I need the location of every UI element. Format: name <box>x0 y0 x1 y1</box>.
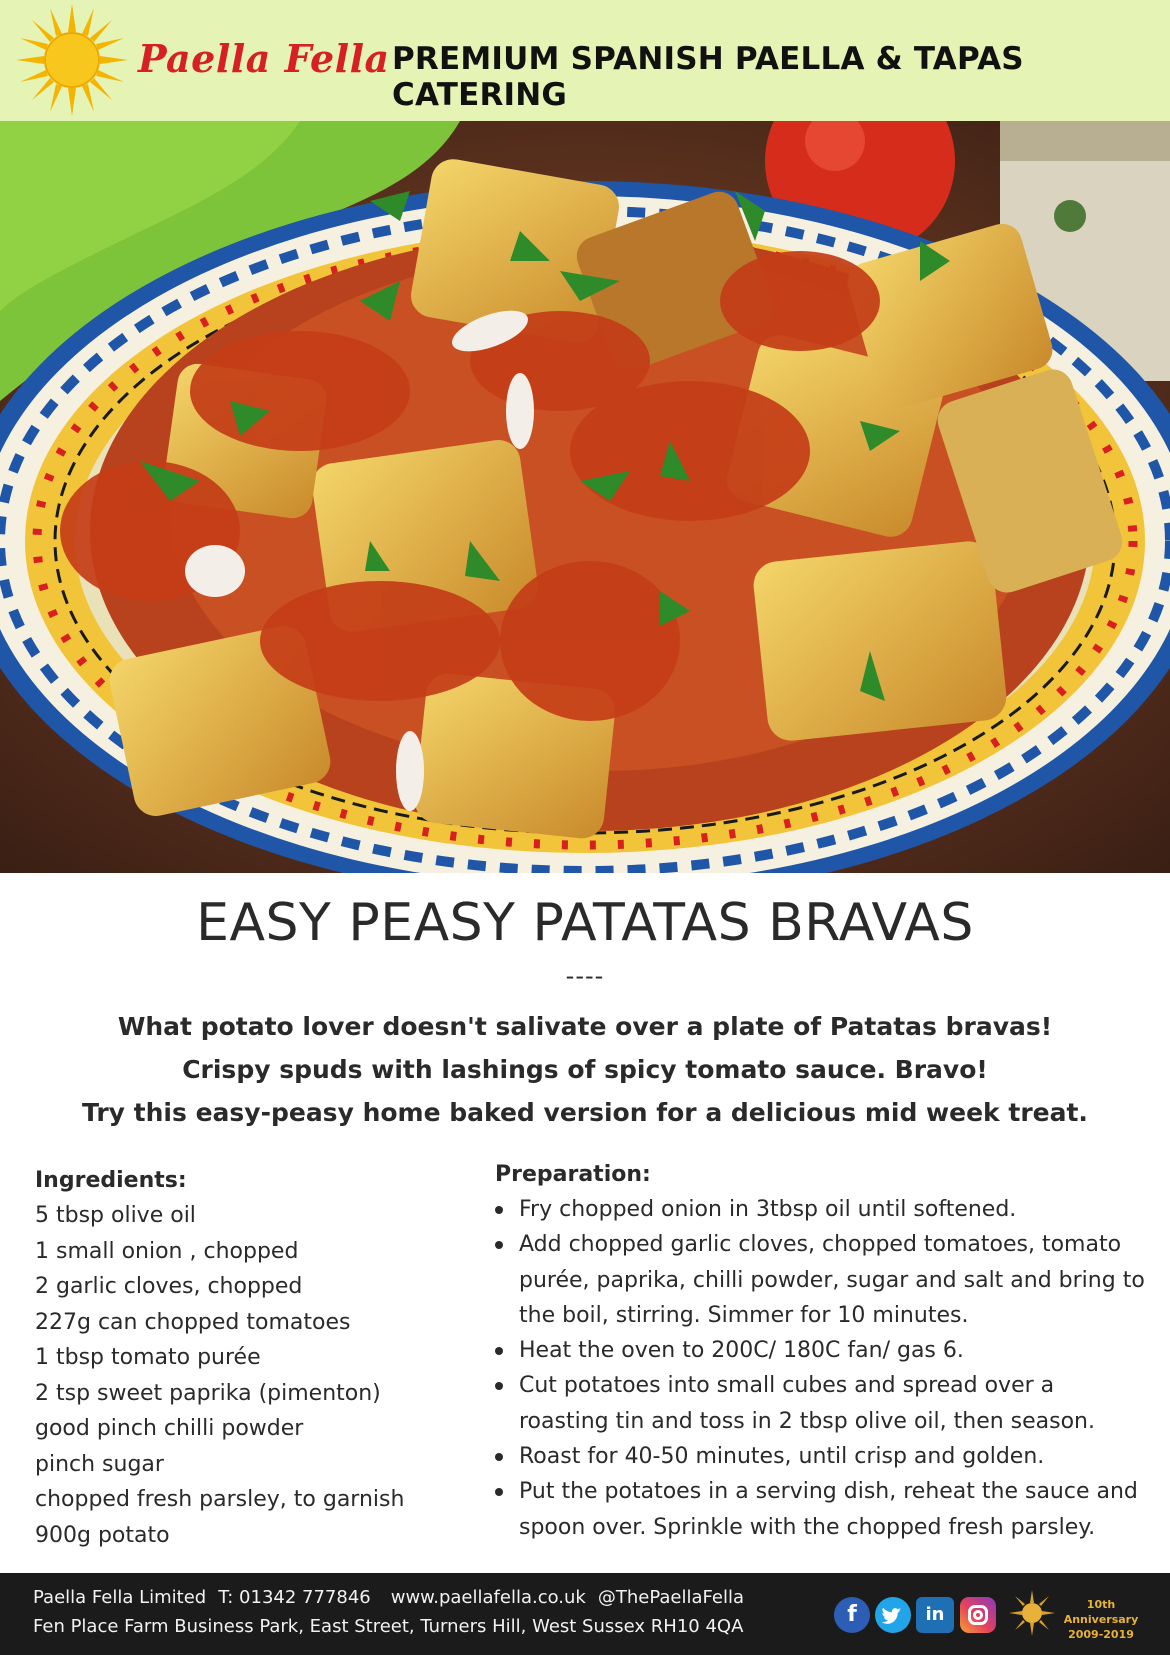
anniversary-title: 10th Anniversary <box>1063 1598 1139 1626</box>
ingredient-item: 1 tbsp tomato purée <box>35 1345 261 1370</box>
preparation-step: Fry chopped onion in 3tbsp oil until softened. <box>495 1192 1145 1227</box>
patatas-bravas-illustration <box>0 121 1170 873</box>
ingredient-item: pinch sugar <box>35 1451 164 1477</box>
header-bar <box>0 0 1170 121</box>
ingredient-item: 900g potato <box>35 1522 170 1548</box>
preparation-step: Put the potatoes in a serving dish, reheat the sauce and spoon over. Sprinkle with the chopped fresh parsley. <box>495 1474 1145 1545</box>
ingredient-item: 2 garlic cloves, chopped <box>35 1274 303 1299</box>
social-handle[interactable]: @ThePaellaFella <box>597 1587 744 1608</box>
preparation-step: Add chopped garlic cloves, chopped tomatoes, tomato purée, paprika, chilli powder, sugar and salt and bring to the boil, stirring. Simmer for 10 minutes. <box>495 1227 1145 1333</box>
ingredient-item: 1 small onion , chopped <box>35 1238 299 1264</box>
brand-name: Paella Fella <box>138 36 390 81</box>
facebook-icon[interactable]: f <box>834 1597 870 1633</box>
ingredients-section <box>35 1163 475 1553</box>
instagram-icon[interactable] <box>960 1597 996 1633</box>
ingredient-item: 2 tsp sweet paprika (pimenton) <box>35 1380 381 1406</box>
anniversary-badge <box>1058 1597 1144 1642</box>
preparation-step: Heat the oven to 200C/ 180C fan/ gas 6. <box>495 1333 1145 1368</box>
instagram-lens <box>973 1610 983 1620</box>
preparation-heading: Preparation: <box>495 1162 651 1187</box>
phone-number: T: 01342 777846 <box>218 1587 371 1608</box>
sun-logo-icon <box>14 2 130 118</box>
footer-bar <box>0 1573 1170 1655</box>
header-tagline: PREMIUM SPANISH PAELLA & TAPAS CATERING <box>392 41 1024 113</box>
preparation-steps <box>495 1192 1145 1545</box>
anniversary-sun-icon <box>1008 1589 1056 1637</box>
ingredient-item: 227g can chopped tomatoes <box>35 1309 351 1335</box>
intro-line: Try this easy-peasy home baked version for a delicious mid week treat. <box>82 1098 1088 1127</box>
ingredient-item: chopped fresh parsley, to garnish <box>35 1487 405 1512</box>
preparation-step: Roast for 40-50 minutes, until crisp and golden. <box>495 1439 1145 1474</box>
recipe-intro <box>0 1005 1170 1134</box>
hero-food-photo <box>0 121 1170 873</box>
title-divider: ---- <box>565 962 605 990</box>
footer-contact-line <box>33 1587 756 1608</box>
website-link[interactable]: www.paellafella.co.uk <box>390 1587 586 1608</box>
ingredient-item: 5 tbsp olive oil <box>35 1203 196 1228</box>
company-name: Paella Fella Limited <box>33 1587 207 1608</box>
twitter-bird-icon <box>875 1597 911 1633</box>
ingredients-list <box>35 1198 475 1553</box>
ingredient-item: good pinch chilli powder <box>35 1416 304 1441</box>
preparation-step: Cut potatoes into small cubes and spread over a roasting tin and toss in 2 tbsp olive oil, then season. <box>495 1368 1145 1439</box>
linkedin-icon[interactable]: in <box>916 1597 954 1633</box>
anniversary-years: 2009-2019 <box>1068 1628 1134 1641</box>
ingredients-heading: Ingredients: <box>35 1168 187 1193</box>
footer-address: Fen Place Farm Business Park, East Street, Turners Hill, West Sussex RH10 4QA <box>33 1616 744 1637</box>
recipe-title: EASY PEASY PATATAS BRAVAS <box>196 893 974 953</box>
intro-line: What potato lover doesn't salivate over a plate of Patatas bravas! <box>117 1012 1053 1041</box>
preparation-section <box>495 1157 1145 1545</box>
twitter-icon[interactable] <box>875 1597 911 1633</box>
intro-line: Crispy spuds with lashings of spicy tomato sauce. Bravo! <box>182 1055 988 1084</box>
